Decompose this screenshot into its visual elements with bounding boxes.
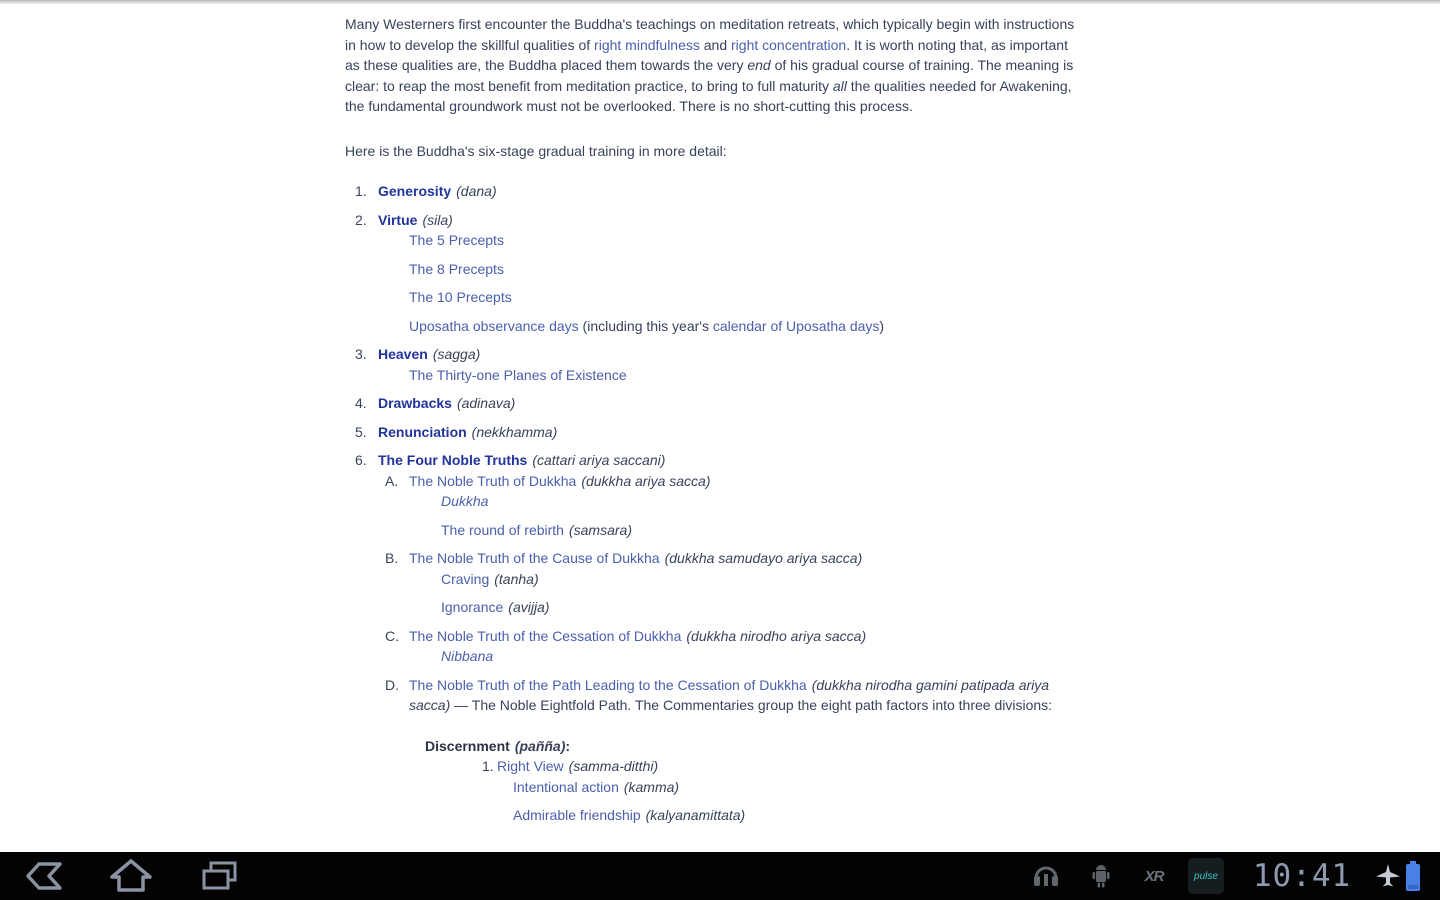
list-subitem-uposatha [345, 316, 1082, 337]
list-subitem [345, 230, 1082, 251]
intro-paragraph [345, 14, 1082, 117]
item-number: 2. [355, 211, 367, 228]
link-renunciation[interactable]: Renunciation [378, 423, 467, 440]
usb-debugging-android-icon [1088, 859, 1114, 893]
paragraph-text: of his gradual course of training. The meaning is clear: to reap the most benefit from meditation practice, to bring to full maturity [345, 57, 1074, 94]
item-letter: C. [385, 627, 399, 644]
link-right-mindfulness[interactable]: right mindfulness [594, 36, 700, 53]
xr-notification-icon [1136, 859, 1172, 893]
paragraph-text: the qualities needed for Awakening, the fundamental groundwork must not be overlooked. There is no short-cutting this process. [345, 77, 1072, 114]
back-icon [22, 859, 66, 893]
truth-d-text: — The Noble Eightfold Path. The Commentaries group the eight path factors into three divisions: [450, 697, 1053, 713]
truth-b-subitem [345, 569, 1082, 590]
web-page-content [345, 14, 1082, 826]
pali-term: (kalyanamittata) [645, 807, 746, 823]
truth-a-subitem [345, 520, 1082, 541]
link-intentional-action[interactable]: Intentional action [513, 778, 619, 795]
list-subitem [345, 259, 1082, 280]
pali-term: (sila) [422, 211, 453, 228]
item-number: 5. [355, 423, 367, 440]
android-system-bar [0, 852, 1440, 900]
home-button[interactable] [105, 857, 157, 895]
headphones-status-icon [1031, 859, 1061, 893]
pali-term: (avijja) [508, 599, 550, 615]
pali-term: (adinava) [456, 395, 516, 411]
list-item-renunciation [345, 422, 1082, 443]
truth-b-subitem [345, 597, 1082, 618]
link-uposatha-calendar[interactable]: calendar of Uposatha days [712, 317, 880, 334]
paragraph-text: Many Westerners first encounter the Buddha's teachings on meditation retreats, which typically begin with instructions in how to develop the skillful qualities of [345, 16, 1075, 53]
link-right-concentration[interactable]: right concentration [731, 36, 847, 53]
item-letter: B. [385, 550, 399, 566]
emphasis-end: end [747, 57, 771, 73]
pali-term: (samsara) [568, 521, 632, 538]
pali-term: (dukkha nirodho ariya sacca) [686, 627, 867, 644]
status-bar-clock[interactable]: 10:41 [1252, 858, 1352, 894]
pulse-label: pulse [1194, 870, 1218, 882]
paragraph-text: and [699, 36, 732, 53]
back-button[interactable] [18, 857, 70, 895]
truth-a-subitem [345, 491, 1082, 512]
link-uposatha-days[interactable]: Uposatha observance days [409, 317, 579, 334]
emphasis-all: all [832, 77, 847, 94]
pali-term: (dukkha samudayo ariya sacca) [664, 550, 863, 566]
pali-term: (dana) [456, 183, 497, 199]
link-truth-cessation-of-dukkha[interactable]: The Noble Truth of the Cessation of Dukkha [409, 627, 682, 644]
link-truth-of-dukkha[interactable]: The Noble Truth of Dukkha [409, 472, 577, 489]
list-item-drawbacks [345, 393, 1082, 414]
gradual-training-list [345, 181, 1082, 826]
item-number: 1. [482, 758, 494, 774]
link-truth-cause-of-dukkha[interactable]: The Noble Truth of the Cause of Dukkha [409, 550, 660, 566]
link-10-precepts[interactable]: The 10 Precepts [409, 289, 512, 305]
pali-term: (tanha) [494, 570, 539, 587]
truth-c-row [345, 626, 1082, 647]
link-8-precepts[interactable]: The 8 Precepts [409, 260, 504, 277]
link-ignorance[interactable]: Ignorance [441, 599, 504, 615]
item-letter: D. [385, 676, 399, 693]
link-thirty-one-planes[interactable]: The Thirty-one Planes of Existence [409, 366, 627, 383]
recent-apps-icon [198, 859, 242, 893]
home-icon [107, 858, 155, 894]
link-5-precepts[interactable]: The 5 Precepts [409, 232, 504, 248]
pali-term: (dukkha nirodha gamini patipada ariya sacca) [409, 676, 1050, 713]
recent-apps-button[interactable] [194, 857, 246, 895]
subitem-text: ) [879, 317, 885, 334]
xr-label: XR [1144, 867, 1164, 885]
item-number: 3. [355, 346, 367, 362]
right-view-subitem-clipped [345, 805, 1082, 826]
item-number: 6. [355, 452, 367, 468]
battery-icon [1404, 858, 1422, 894]
truth-a-row [345, 471, 1082, 492]
link-craving[interactable]: Craving [441, 570, 490, 587]
item-letter: A. [385, 472, 399, 489]
paragraph-text: . It is worth noting that, as important as these qualities are, the Buddha placed them towards the very [345, 36, 1068, 73]
link-heaven[interactable]: Heaven [378, 346, 428, 362]
pali-term: (kamma) [623, 778, 680, 795]
list-subitem [345, 287, 1082, 308]
item-number: 1. [355, 183, 367, 199]
airplane-mode-icon [1374, 859, 1402, 893]
link-right-view[interactable]: Right View [497, 758, 564, 774]
link-generosity[interactable]: Generosity [378, 183, 452, 199]
discernment-colon: : [565, 737, 571, 754]
truth-c-subitem [345, 646, 1082, 667]
pali-term: (nekkhamma) [471, 423, 558, 440]
pali-term: (pañña) [514, 737, 566, 754]
pali-term: (dukkha ariya sacca) [581, 472, 711, 489]
list-item-virtue [345, 210, 1082, 231]
pali-term: (sagga) [432, 346, 481, 362]
list-intro-line: Here is the Buddha's six-stage gradual training in more detail: [345, 142, 727, 159]
discernment-heading [345, 736, 1082, 757]
discernment-title: Discernment [425, 737, 510, 754]
link-four-noble-truths[interactable]: The Four Noble Truths [378, 452, 528, 468]
pali-term: (samma-ditthi) [568, 758, 659, 774]
top-edge-strip [0, 0, 1440, 4]
link-admirable-friendship[interactable]: Admirable friendship [513, 807, 641, 823]
link-nibbana[interactable]: Nibbana [441, 648, 494, 664]
link-round-of-rebirth[interactable]: The round of rebirth [441, 521, 564, 538]
list-item-four-noble-truths [345, 450, 1082, 471]
path-factor-right-view [345, 756, 1082, 777]
link-truth-path-to-cessation[interactable]: The Noble Truth of the Path Leading to the Cessation of Dukkha [409, 676, 807, 693]
list-item-generosity [345, 181, 1082, 202]
link-virtue[interactable]: Virtue [378, 211, 418, 228]
pulse-app-notification-icon [1188, 858, 1224, 894]
link-dukkha[interactable]: Dukkha [441, 493, 489, 509]
list-subitem [345, 365, 1082, 386]
truth-b-row [345, 548, 1082, 569]
truth-d-row [345, 675, 1082, 716]
link-drawbacks[interactable]: Drawbacks [378, 395, 452, 411]
right-view-subitem [345, 777, 1082, 798]
item-number: 4. [355, 395, 367, 411]
subitem-text: (including this year's [578, 317, 713, 334]
list-item-heaven [345, 344, 1082, 365]
pali-term: (cattari ariya saccani) [532, 452, 666, 468]
